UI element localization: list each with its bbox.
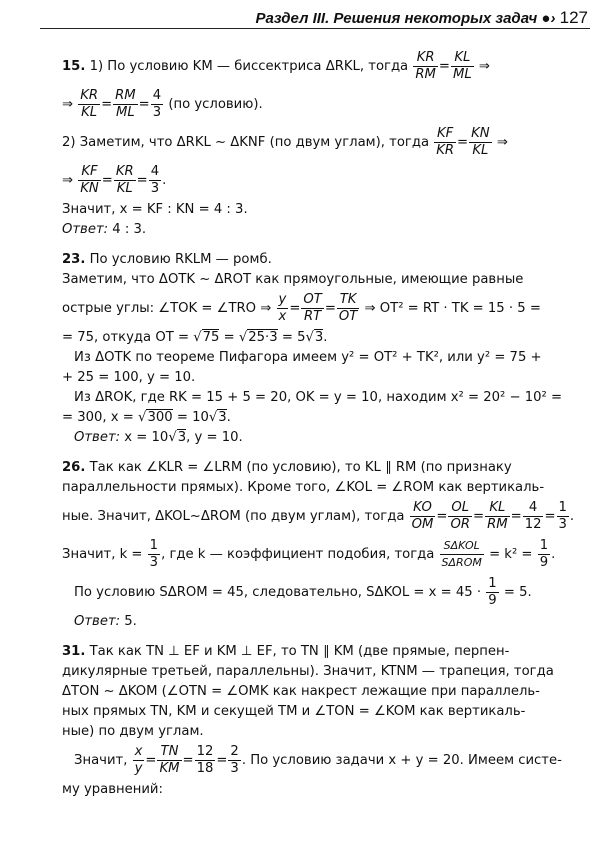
fraction-part: 3 — [558, 516, 567, 532]
text: По условию SΔROM = 45, следовательно, SΔKOL = x = 45 · — [74, 585, 482, 600]
fraction-part: KL — [116, 180, 133, 196]
sol23-line3: острые углы: ∠TOK = ∠TRO ⇒ $\frac{y}{x}$ = $\frac{OT}{RT}$ = $\frac{TK}{OT}$ ⇒ OT² = RT · TK = 15 · 5 = — [62, 291, 541, 324]
fraction-part: RM — [487, 516, 508, 532]
sol31-line4: ных прямых TN, KM и секущей TM и ∠TON = ∠KOM как вертикаль- — [62, 704, 526, 719]
text: . По условию задачи x + y = 20. Имеем систе- — [241, 753, 562, 768]
problem-number: 23. — [62, 252, 86, 267]
fraction-part: TN — [157, 744, 181, 761]
radicand: 75 — [202, 330, 220, 345]
text: ⇒ OT² = RT · TK = 15 · 5 = — [364, 301, 541, 316]
text: . — [551, 547, 556, 562]
fraction-part: 4 — [523, 500, 544, 517]
fraction-part: x — [134, 743, 143, 759]
sol31-line3: ΔTON ~ ΔKOM (∠OTN = ∠OMK как накрест лежащие при параллель- — [62, 684, 540, 699]
section-title: Раздел III. Решения некоторых задач — [255, 10, 538, 27]
sol15-line3: 2) Заметим, что ΔRKL ~ ΔKNF (по двум углам), тогда $\frac{KF}{KR}$ = $\frac{KN}{KL}$ ⇒ — [62, 125, 508, 158]
fraction — [148, 538, 160, 571]
fraction-part: KR — [413, 50, 438, 67]
text: 1) По условию KM — биссектриса ΔRKL, тогда — [89, 59, 409, 74]
radicand: 300 — [147, 410, 173, 425]
text: Так как TN ⊥ EF и KM ⊥ EF, то TN ∥ KM (две прямые, перпен- — [89, 644, 510, 659]
fraction — [157, 744, 181, 777]
fraction-part: KL — [472, 142, 489, 158]
sol26-line1 — [62, 458, 572, 478]
text: По условию RKLM — ромб. — [89, 252, 272, 267]
fraction — [114, 164, 136, 197]
sol23-line1 — [62, 250, 572, 270]
fraction — [78, 88, 100, 121]
answer-value: x = 10 — [124, 430, 169, 445]
text: Значит, — [74, 753, 128, 768]
page-content — [62, 48, 575, 800]
text: 2) Заметим, что ΔRKL ~ ΔKNF (по двум углам), тогда — [62, 135, 430, 150]
sol26-line4 — [62, 536, 572, 574]
fraction-part: 3 — [152, 104, 162, 120]
fraction-part: y — [278, 291, 287, 307]
fraction-part: 3 — [150, 180, 160, 196]
sol15-line1: 15. 1) По условию KM — биссектриса ΔRKL, тогда $\frac{KR}{RM}$ = $\frac{KL}{ML}$ ⇒ — [62, 49, 490, 82]
fraction — [434, 126, 456, 159]
sol31-line6: Значит, $\frac{x}{y}$ = $\frac{TN}{KM}$ = $\frac{12}{18}$ = $\frac{2}{3}$ . По условию задачи x + y = 20. Имеем систе- — [74, 743, 562, 776]
fraction-part: 3 — [149, 554, 159, 570]
sol23-line4: = 75, откуда OT = √75 = √25·3 = 5√3. — [62, 330, 328, 345]
text: острые углы: ∠TOK = ∠TRO ⇒ — [62, 301, 272, 316]
fraction — [523, 500, 544, 533]
answer-label: Ответ: — [74, 430, 121, 445]
text: = — [223, 330, 235, 345]
fraction-part: TK — [337, 292, 359, 309]
fraction — [151, 88, 163, 121]
fraction — [301, 292, 323, 325]
fraction-part: KR — [80, 87, 99, 103]
fraction-part: 9 — [539, 554, 549, 570]
fraction — [538, 538, 550, 571]
sol26-line2: параллельности прямых). Кроме того, ∠KOL = ∠ROM как вертикаль- — [62, 480, 545, 495]
text: = 5. — [503, 585, 532, 600]
text: Так как ∠KLR = ∠LRM (по условию), то KL ∥ RM (по признаку — [89, 460, 512, 475]
fraction-part: OT — [303, 291, 322, 307]
text: , где k — коэффициент подобия, тогда — [161, 547, 435, 562]
sol15-line4: ⇒ $\frac{KF}{KN}$ = $\frac{KR}{KL}$ = $\frac{4}{3}$ . — [62, 163, 167, 196]
fraction-part: KL — [451, 50, 474, 67]
solution-15 — [62, 48, 572, 240]
problem-number: 15. — [62, 59, 86, 74]
fraction-part: KF — [434, 126, 456, 143]
fraction — [486, 576, 498, 609]
sol31-line7: му уравнений: — [62, 782, 163, 797]
fraction-part: x — [278, 308, 287, 324]
fraction-part: RM — [415, 66, 436, 82]
sol31-line5: ные) по двум углам. — [62, 724, 204, 739]
fraction — [410, 500, 436, 533]
fraction — [469, 126, 492, 159]
problem-number: 26. — [62, 460, 86, 475]
fraction-part: KR — [115, 163, 134, 179]
radicand: 3 — [218, 410, 227, 425]
problem-number: 31. — [62, 644, 86, 659]
fraction-part: RT — [304, 308, 322, 324]
sol26-answer — [62, 612, 572, 632]
text: = 75, откуда OT = — [62, 330, 189, 345]
solution-31 — [62, 642, 572, 800]
text: ные. Значит, ΔKOL~ΔROM (по двум углам), тогда — [62, 509, 405, 524]
fraction-part: ML — [452, 66, 472, 82]
answer-value: 5. — [124, 614, 137, 629]
sol23-line7: Из ΔROK, где RK = 15 + 5 = 20, OK = y = 10, находим x² = 20² − 10² = — [74, 390, 563, 405]
fraction-part: KN — [471, 125, 490, 141]
fraction — [337, 292, 359, 325]
fraction-part: KL — [485, 500, 510, 517]
fraction-part: KO — [410, 500, 436, 517]
sol23-line5: Из ΔOTK по теореме Пифагора имеем y² = OT² + TK², или y² = 75 + — [74, 350, 542, 365]
marker-icon: ●› — [541, 10, 556, 27]
fraction — [451, 50, 474, 83]
sol15-line2: ⇒ $\frac{KR}{KL}$ = $\frac{RM}{ML}$ = $\frac{4}{3}$ (по условию). — [62, 87, 263, 120]
fraction — [277, 292, 289, 325]
radicand: 3 — [314, 330, 324, 345]
text: = 300, x = — [62, 410, 134, 425]
fraction-part: KL — [81, 104, 98, 120]
sol26-line3: ные. Значит, ΔKOL~ΔROM (по двум углам), тогда $\frac{KO}{OM}$ = $\frac{OL}{OR}$ = $\frac{KL}{RM}$ = $\frac{4}{12}$ = $\frac{1}{3}$ . — [62, 499, 575, 532]
fraction-part: ML — [116, 104, 135, 120]
fraction-part: 12 — [196, 743, 214, 759]
sol15-answer — [62, 220, 572, 240]
fraction-part: RM — [115, 87, 136, 103]
answer-value: 4 : 3. — [112, 222, 147, 237]
fraction — [149, 164, 161, 197]
fraction — [195, 744, 216, 777]
sol31-line1 — [62, 642, 572, 662]
fraction — [413, 50, 438, 83]
fraction-part: 3 — [230, 760, 239, 776]
fraction — [440, 538, 484, 571]
answer-value: , y = 10. — [186, 430, 243, 445]
fraction-part: OM — [411, 516, 434, 532]
radicand: 3 — [177, 430, 187, 445]
fraction-part: 12 — [524, 516, 542, 532]
text: . — [323, 330, 328, 345]
text: = k² = — [489, 547, 533, 562]
fraction — [448, 500, 472, 533]
sol23-answer: Ответ: x = 10√3, y = 10. — [74, 430, 243, 445]
fraction-part: OT — [338, 308, 358, 324]
answer-label: Ответ: — [62, 222, 109, 237]
fraction-part: 4 — [152, 87, 162, 103]
sol23-line6: + 25 = 100, y = 10. — [62, 370, 196, 385]
text: . — [226, 410, 231, 425]
fraction-part: 1 — [149, 537, 159, 553]
fraction — [557, 500, 569, 533]
page-number: 127 — [559, 8, 588, 27]
radicand: 25·3 — [248, 330, 278, 345]
fraction-part: OR — [450, 516, 471, 532]
sol15-line5: Значит, x = KF : KN = 4 : 3. — [62, 202, 248, 217]
header-title — [247, 8, 588, 28]
fraction-part: y — [134, 760, 143, 776]
fraction-part: 4 — [150, 163, 160, 179]
fraction-part: KN — [80, 180, 99, 196]
fraction-part: SΔROM — [441, 555, 482, 569]
sol23-line2: Заметим, что ΔOTK ~ ΔROT как прямоугольные, имеющие равные — [62, 272, 524, 287]
fraction-part: OL — [448, 500, 472, 517]
fraction — [485, 500, 510, 533]
fraction — [133, 744, 145, 777]
fraction — [113, 88, 138, 121]
answer-label: Ответ: — [74, 614, 121, 629]
text: (по условию). — [168, 97, 263, 112]
fraction-part: KF — [78, 164, 101, 181]
sol31-line2: дикулярные третьей, параллельны). Значит, KTNM — трапеция, тогда — [62, 664, 554, 679]
sol23-line8: = 300, x = √300 = 10√3. — [62, 410, 231, 425]
fraction-part: SΔKOL — [440, 538, 484, 555]
solution-23 — [62, 250, 572, 448]
fraction-part: KM — [159, 760, 180, 776]
fraction-part: 1 — [539, 537, 549, 553]
fraction-part: KR — [436, 142, 455, 158]
sol26-line5 — [62, 574, 572, 612]
fraction — [228, 744, 240, 777]
header-rule — [40, 28, 590, 29]
fraction-part: 18 — [196, 760, 214, 776]
text: = 10 — [176, 410, 209, 425]
solution-26 — [62, 458, 575, 632]
fraction-part: 1 — [558, 499, 567, 515]
page-header — [0, 0, 600, 40]
fraction — [78, 164, 101, 197]
fraction-part: 2 — [230, 743, 239, 759]
text: = 5 — [281, 330, 306, 345]
text: Значит, k = — [62, 547, 143, 562]
fraction-part: 9 — [488, 592, 497, 608]
fraction-part: 1 — [488, 575, 497, 591]
